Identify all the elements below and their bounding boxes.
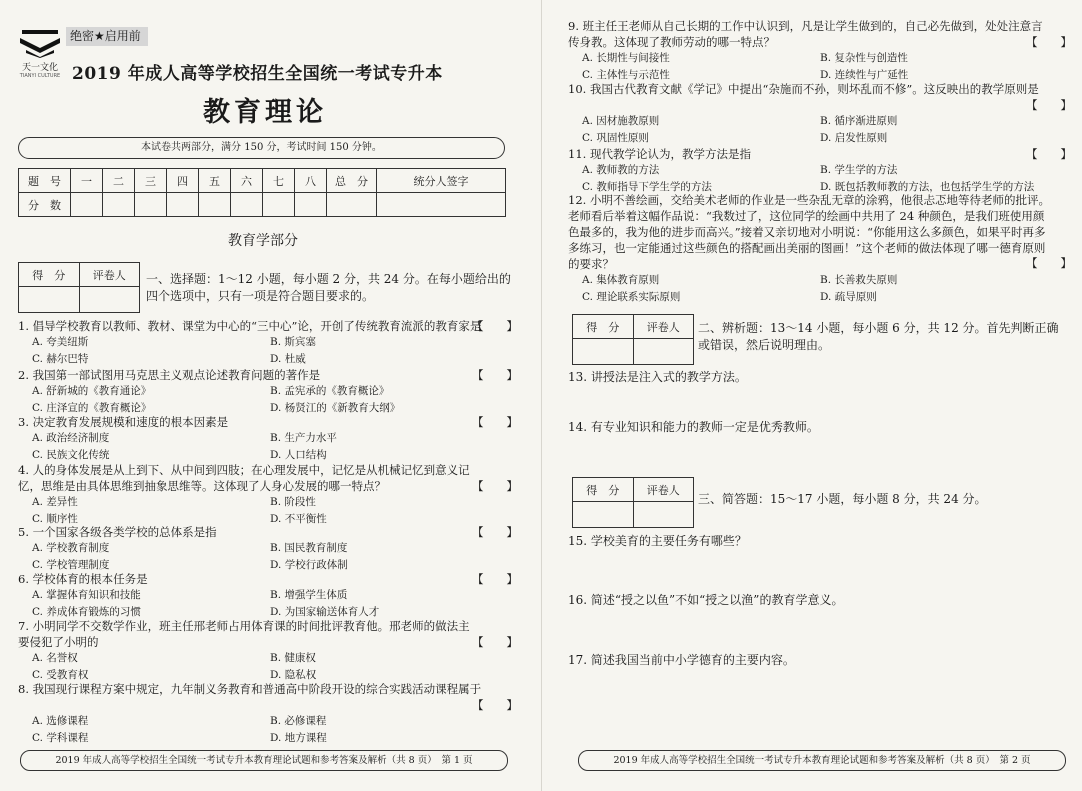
score-input-cell <box>231 193 263 217</box>
option-b: B. 阶段性 <box>270 496 316 508</box>
option-d: D. 连续性与广延性 <box>820 69 909 81</box>
score-cell: 七 <box>263 169 295 193</box>
exam-title: 2019 年成人高等学校招生全国统一考试专升本 <box>72 64 443 84</box>
option-d: D. 不平衡性 <box>270 513 327 525</box>
score-cell: 二 <box>103 169 135 193</box>
answer-bracket: 【 】 <box>1026 147 1072 161</box>
question-stem: 7. 小明同学不交数学作业，班主任邢老师占用体育课的时间批评教育他。邢老师的做法主要侵犯了小明的 <box>18 619 470 649</box>
question-8 <box>18 681 518 747</box>
option-a: A. 教师教的方法 <box>582 164 660 176</box>
part2-intro: 二、辨析题：13～14 小题，每小题 6 分，共 12 分。首先判断正确或错误，然后说明理由。 <box>698 321 1059 352</box>
score-cell: 统分人签字 <box>377 169 506 193</box>
options <box>18 713 518 747</box>
question-stem: 3. 决定教育发展规模和速度的根本因素是 <box>18 415 229 429</box>
question-1 <box>18 318 518 368</box>
question-3 <box>18 414 518 464</box>
question-stem: 2. 我国第一部试图用马克思主义观点论述教育问题的著作是 <box>18 368 321 382</box>
answer-bracket: 【 】 <box>472 525 518 539</box>
question-stem: 5. 一个国家各级各类学校的总体系是指 <box>18 525 217 539</box>
option-a: A. 选修课程 <box>32 715 89 727</box>
grader-cell <box>633 339 694 365</box>
score-cell: 五 <box>199 169 231 193</box>
question-13: 13. 讲授法是注入式的教学方法。 <box>568 370 747 384</box>
score-input-cell <box>295 193 327 217</box>
option-b: B. 增强学生体质 <box>270 589 348 601</box>
options <box>568 272 1072 306</box>
secret-label: 绝密★启用前 <box>66 27 148 46</box>
options <box>18 383 518 417</box>
answer-bracket: 【 】 <box>472 698 518 712</box>
score-cell: 三 <box>135 169 167 193</box>
score-input-cell <box>263 193 295 217</box>
option-d: D. 启发性原则 <box>820 132 888 144</box>
option-a: A. 因材施教原则 <box>582 115 660 127</box>
score-input-cell <box>377 193 506 217</box>
option-d: D. 人口结构 <box>270 449 327 461</box>
score-cell: 一 <box>71 169 103 193</box>
answer-bracket: 【 】 <box>1026 35 1072 49</box>
option-c: C. 养成体育锻炼的习惯 <box>32 606 141 618</box>
option-c: C. 民族文化传统 <box>32 449 110 461</box>
score-cell: 八 <box>295 169 327 193</box>
answer-bracket: 【 】 <box>472 368 518 382</box>
option-d: D. 地方课程 <box>270 732 327 744</box>
option-c: C. 学科课程 <box>32 732 89 744</box>
grader-score-label: 得 分 <box>573 478 634 502</box>
option-d: D. 疏导原则 <box>820 291 877 303</box>
option-a: A. 政治经济制度 <box>32 432 110 444</box>
option-a: A. 差异性 <box>32 496 78 508</box>
part3-intro: 三、简答题：15～17 小题，每小题 8 分，共 24 分。 <box>698 492 987 506</box>
option-b: B. 斯宾塞 <box>270 336 316 348</box>
grader-cell <box>79 287 140 313</box>
score-cell: 题 号 <box>19 169 71 193</box>
footer-page-1: 2019 年成人高等学校招生全国统一考试专升本教育理论试题和参考答案及解析（共 8 页） 第 1 页 <box>20 750 508 771</box>
options <box>18 587 518 621</box>
question-stem: 9. 班主任王老师从自己长期的工作中认识到，凡是让学生做到的，自己必先做到，处处注意言传身教。这体现了教师劳动的哪一特点？ <box>568 19 1043 49</box>
options <box>568 50 1072 84</box>
grader-score-label: 得 分 <box>573 315 634 339</box>
grader-box <box>572 477 694 528</box>
score-cell: 六 <box>231 169 263 193</box>
question-stem: 10. 我国古代教育文献《学记》中提出“杂施而不孙，则坏乱而不修”。这反映出的教学原则是 <box>568 82 1039 96</box>
score-cell: 四 <box>167 169 199 193</box>
option-c: C. 受教育权 <box>32 669 89 681</box>
option-b: B. 孟宪承的《教育概论》 <box>270 385 390 397</box>
option-b: B. 生产力水平 <box>270 432 337 444</box>
options <box>18 430 518 464</box>
score-input-cell <box>327 193 377 217</box>
options <box>18 334 518 368</box>
answer-bracket: 【 】 <box>1026 98 1072 112</box>
score-input-cell <box>199 193 231 217</box>
option-a: A. 夸美纽斯 <box>32 336 89 348</box>
question-14: 14. 有专业知识和能力的教师一定是优秀教师。 <box>568 420 819 434</box>
option-d: D. 隐私权 <box>270 669 317 681</box>
option-b: B. 国民教育制度 <box>270 542 348 554</box>
answer-bracket: 【 】 <box>1026 256 1072 270</box>
question-7 <box>18 618 518 684</box>
option-c: C. 巩固性原则 <box>582 132 649 144</box>
grader-box <box>572 314 694 365</box>
option-a: A. 集体教育原则 <box>582 274 660 286</box>
part1-intro: 一、选择题：1～12 小题，每小题 2 分，共 24 分。在每小题给出的四个选项中，只有一项是符合题目要求的。 <box>146 272 511 303</box>
option-c: C. 庄泽宣的《教育概论》 <box>32 402 152 414</box>
question-stem: 1. 倡导学校教育以教师、教材、课堂为中心的“三中心”论，开创了传统教育流派的教育家是 <box>18 319 482 333</box>
option-c: C. 赫尔巴特 <box>32 353 89 365</box>
question-stem: 12. 小明不善绘画，交给美术老师的作业是一些杂乱无章的涂鸦，他很忐忑地等待老师的批评。老师看后举着这幅作品说：“我数过了，这位同学的绘画中共用了 24 种颜色，是我们班使用颜色最多的，我为他的进步而高兴。”接着又亲切地对小明说：“你能用这么多颜色，如果平时再多多练习，也一定能通过这些颜色的搭配画出美丽的图画！”这个老师的做法体现了哪一德育原则的要求？ <box>568 193 1050 271</box>
section-title: 教育学部分 <box>228 233 298 249</box>
options <box>568 113 1072 147</box>
question-stem: 11. 现代教学论认为，教学方法是指 <box>568 147 751 161</box>
option-c: C. 顺序性 <box>32 513 78 525</box>
score-table-value-row <box>19 193 506 217</box>
option-d: D. 既包括教师教的方法，也包括学生学的方法 <box>820 181 1035 193</box>
option-b: B. 健康权 <box>270 652 316 664</box>
options <box>18 540 518 574</box>
option-b: B. 复杂性与创造性 <box>820 52 908 64</box>
subject-title: 教育理论 <box>203 97 327 128</box>
score-table <box>18 168 506 217</box>
question-9 <box>568 18 1072 84</box>
logo-chevron-icon <box>18 28 62 58</box>
option-d: D. 杨贤江的《新教育大纲》 <box>270 402 401 414</box>
option-c: C. 教师指导下学生学的方法 <box>582 181 712 193</box>
option-a: A. 学校教育制度 <box>32 542 110 554</box>
grader-reviewer-label: 评卷人 <box>79 263 140 287</box>
answer-bracket: 【 】 <box>472 319 518 333</box>
option-c: C. 学校管理制度 <box>32 559 110 571</box>
score-input-cell <box>103 193 135 217</box>
options <box>18 494 518 528</box>
option-c: C. 主体性与示范性 <box>582 69 670 81</box>
logo-text: 天一文化 <box>21 63 58 73</box>
score-input-cell <box>71 193 103 217</box>
options <box>18 650 518 684</box>
question-6 <box>18 571 518 621</box>
option-b: B. 学生学的方法 <box>820 164 898 176</box>
grader-cell <box>573 502 634 528</box>
grader-reviewer-label: 评卷人 <box>633 478 694 502</box>
option-d: D. 为国家输送体育人才 <box>270 606 380 618</box>
option-b: B. 必修课程 <box>270 715 327 727</box>
exam-notice: 本试卷共两部分，满分 150 分，考试时间 150 分钟。 <box>18 137 505 159</box>
publisher-logo <box>18 28 62 79</box>
grader-cell <box>19 287 80 313</box>
answer-bracket: 【 】 <box>472 572 518 586</box>
logo-subtext: TIANYI CULTURE <box>19 73 61 79</box>
score-input-cell <box>167 193 199 217</box>
question-10 <box>568 81 1072 147</box>
answer-bracket: 【 】 <box>472 415 518 429</box>
footer-page-2: 2019 年成人高等学校招生全国统一考试专升本教育理论试题和参考答案及解析（共 8 页） 第 2 页 <box>578 750 1066 771</box>
answer-bracket: 【 】 <box>472 479 518 493</box>
option-a: A. 舒新城的《教育通论》 <box>32 385 152 397</box>
answer-bracket: 【 】 <box>472 635 518 649</box>
question-17: 17. 简述我国当前中小学德育的主要内容。 <box>568 653 795 667</box>
grader-box <box>18 262 140 313</box>
score-input-cell <box>135 193 167 217</box>
option-b: B. 循序渐进原则 <box>820 115 898 127</box>
question-2 <box>18 367 518 417</box>
score-cell: 总 分 <box>327 169 377 193</box>
options <box>568 162 1072 196</box>
question-stem: 6. 学校体育的根本任务是 <box>18 572 148 586</box>
option-b: B. 长善救失原则 <box>820 274 898 286</box>
question-5 <box>18 524 518 574</box>
option-a: A. 长期性与间接性 <box>582 52 670 64</box>
option-d: D. 学校行政体制 <box>270 559 348 571</box>
question-12 <box>568 192 1072 306</box>
grader-reviewer-label: 评卷人 <box>633 315 694 339</box>
grader-cell <box>633 502 694 528</box>
grader-cell <box>573 339 634 365</box>
option-a: A. 掌握体育知识和技能 <box>32 589 141 601</box>
question-stem: 8. 我国现行课程方案中规定，九年制义务教育和普通高中阶段开设的综合实践活动课程属于 <box>18 682 482 696</box>
option-d: D. 杜威 <box>270 353 306 365</box>
question-16: 16. 简述“授之以鱼”不如“授之以渔”的教育学意义。 <box>568 593 844 607</box>
page-2 <box>541 0 1082 791</box>
option-a: A. 名誉权 <box>32 652 78 664</box>
question-15: 15. 学校美育的主要任务有哪些？ <box>568 534 747 548</box>
score-table-header-row <box>19 169 506 193</box>
question-11 <box>568 146 1072 196</box>
grader-score-label: 得 分 <box>19 263 80 287</box>
option-c: C. 理论联系实际原则 <box>582 291 681 303</box>
question-4 <box>18 462 518 528</box>
score-cell: 分 数 <box>19 193 71 217</box>
question-stem: 4. 人的身体发展是从上到下、从中间到四肢；在心理发展中，记忆是从机械记忆到意义记忆，思维是由具体思维到抽象思维等。这体现了人身心发展的哪一特点？ <box>18 463 470 493</box>
